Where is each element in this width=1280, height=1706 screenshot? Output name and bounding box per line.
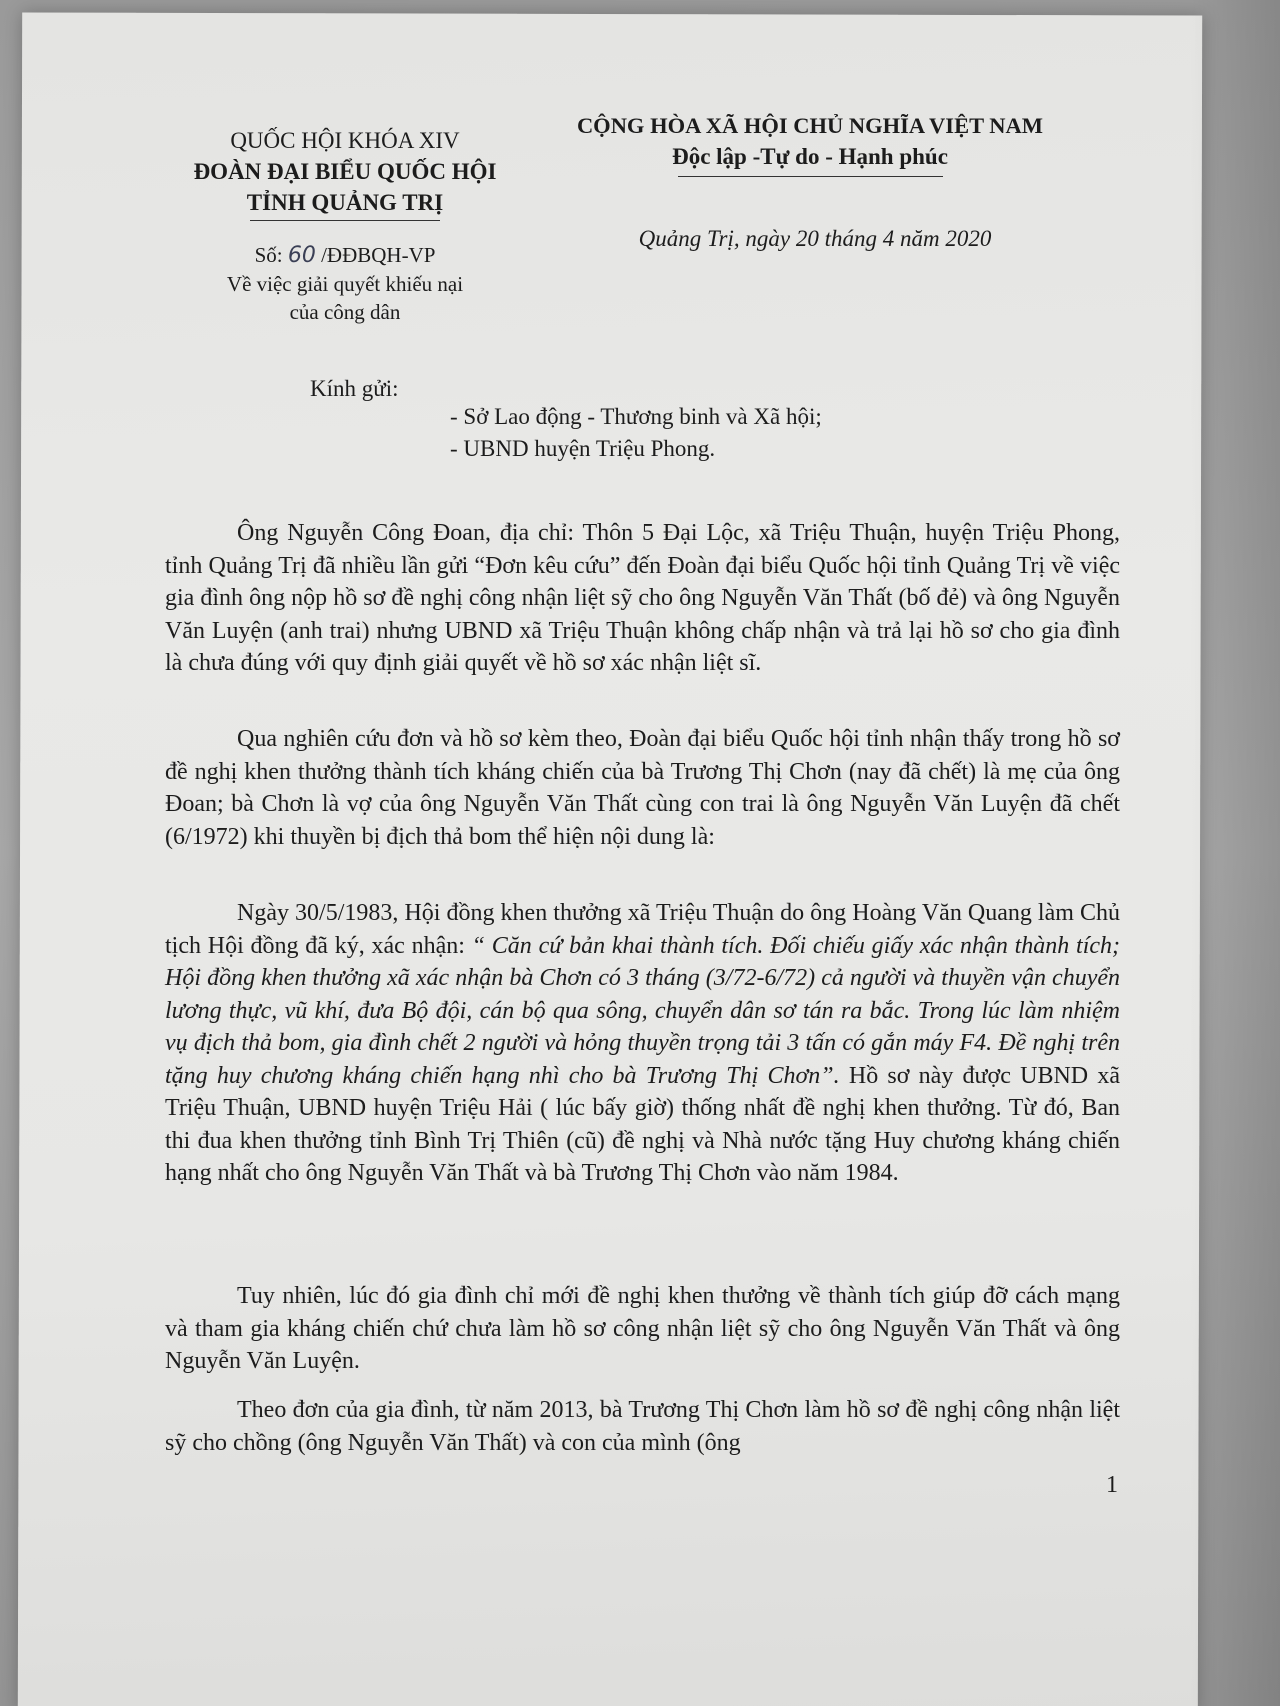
recipient-1: - Sở Lao động - Thương binh và Xã hội; xyxy=(450,404,822,429)
document-number xyxy=(150,241,540,270)
issuing-agency-block xyxy=(150,125,540,326)
subject-line-2: của công dân xyxy=(289,300,401,324)
paragraph-3-quote: “ Căn cứ bản khai thành tích. Đối chiếu giấy xác nhận thành tích; Hội đồng khen thưởng xã xác nhận bà Chơn có 3 tháng (3/72-6/72) cả người và thuyền vận chuyển lương thực, vũ khí, đưa Bộ đội, cán bộ qua sông, chuyển dân sơ tán ra bắc. Trong lúc làm nhiệm vụ địch thả bom, gia đình chết 2 người và hỏng thuyền trọng tải 3 tấn có gắn máy F4. Đề nghị trên tặng huy chương kháng chiến hạng nhì cho bà Trương Thị Chơn”. xyxy=(165,932,1121,1089)
paragraph-1: Ông Nguyễn Công Đoan, địa chỉ: Thôn 5 Đại Lộc, xã Triệu Thuận, huyện Triệu Phong, tỉnh Quảng Trị đã nhiều lần gửi “Đơn kêu cứu” đến Đoàn đại biểu Quốc hội tỉnh Quảng Trị về việc gia đình ông nộp hồ sơ đề nghị công nhận liệt sỹ cho ông Nguyễn Văn Thất (bố đẻ) và ông Nguyễn Văn Luyện (anh trai) nhưng UBND xã Triệu Thuận không chấp nhận và trả lại hồ sơ cho gia đình là chưa đúng với quy định giải quyết về hồ sơ xác nhận liệt sĩ. xyxy=(165,520,1120,676)
motto-underline xyxy=(678,176,943,177)
ref-number-handwritten: 60 xyxy=(287,243,316,268)
paragraph-5: Theo đơn của gia đình, từ năm 2013, bà Trương Thị Chơn làm hồ sơ đề nghị công nhận liệt sỹ cho chồng (ông Nguyễn Văn Thất) và con của mình (ông xyxy=(165,1397,1120,1456)
country-name: CỘNG HÒA XÃ HỘI CHỦ NGHĨA VIỆT NAM xyxy=(576,113,1044,138)
ref-prefix: Số: xyxy=(254,243,283,267)
national-motto-block xyxy=(540,110,1080,177)
paragraph-3 xyxy=(165,897,1120,1190)
greeting: Kính gửi: xyxy=(310,376,399,401)
document-date: Quảng Trị, ngày 20 tháng 4 năm 2020 xyxy=(638,226,992,251)
paragraph-3-intro: Ngày 30/5/1983, Hội đồng khen thưởng xã Triệu Thuận do ông Hoàng Văn Quang làm Chủ tịch Hội đồng đã ký, xác nhận: xyxy=(165,900,1120,959)
page-edge-shadow xyxy=(1190,0,1280,1706)
agency-line-2: ĐOÀN ĐẠI BIỂU QUỐC HỘI xyxy=(193,159,497,184)
paragraph-4: Tuy nhiên, lúc đó gia đình chỉ mới đề nghị khen thưởng về thành tích giúp đỡ cách mạng và tham gia kháng chiến chứ chưa làm hồ sơ công nhận liệt sỹ cho ông Nguyễn Văn Thất và ông Nguyễn Văn Luyện. xyxy=(165,1283,1120,1374)
agency-underline xyxy=(250,220,440,221)
agency-line-1: QUỐC HỘI KHÓA XIV xyxy=(230,128,460,153)
page-number: 1 xyxy=(1106,1472,1118,1498)
paragraph-3-rest: Hồ sơ này được UBND xã Triệu Thuận, UBND huyện Triệu Hải ( lúc bấy giờ) thống nhất đề nghị khen thưởng. Từ đó, Ban thi đua khen thưởng tỉnh Bình Trị Thiên (cũ) đề nghị và Nhà nước tặng Huy chương kháng chiến hạng nhất cho ông Nguyễn Văn Thất và bà Trương Thị Chơn vào năm 1984. xyxy=(165,1062,1120,1186)
paragraph-2: Qua nghiên cứu đơn và hồ sơ kèm theo, Đoàn đại biểu Quốc hội tỉnh nhận thấy trong hồ sơ đề nghị khen thưởng thành tích kháng chiến của bà Trương Thị Chơn (nay đã chết) là mẹ của ông Đoan; bà Chơn là vợ của ông Nguyễn Văn Thất cùng con trai là ông Nguyễn Văn Luyện đã chết (6/1972) khi thuyền bị địch thả bom thể hiện nội dung là: xyxy=(165,726,1120,850)
national-motto: Độc lập -Tự do - Hạnh phúc xyxy=(672,144,948,169)
ref-suffix: /ĐĐBQH-VP xyxy=(321,243,436,267)
agency-line-3: TỈNH QUẢNG TRỊ xyxy=(246,190,444,215)
subject-line-1: Về việc giải quyết khiếu nại xyxy=(226,272,464,296)
recipient-2: - UBND huyện Triệu Phong. xyxy=(450,436,716,461)
